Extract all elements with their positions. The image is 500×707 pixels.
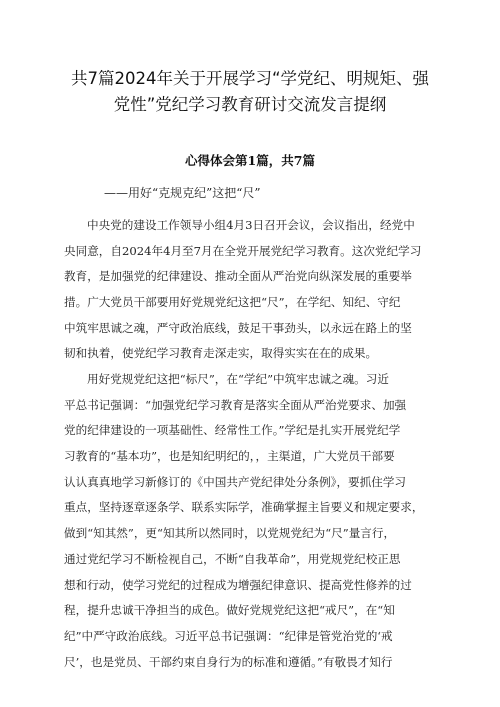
text-line: 重点，坚持逐章逐条学、联系实际学，准确掌握主旨要义和规定要求，: [64, 500, 424, 515]
text-line: 习教育的“基本功”，也是知纪明纪的，，主渠道，广大党员干部要: [64, 449, 395, 464]
text-line: 尺’，也是党员、干部约束自身行为的标准和遵循。”有敬畏才知行: [64, 654, 393, 669]
text-line: 想和行动，使学习党纪的过程成为增强纪律意识、提高党性修养的过: [64, 577, 412, 592]
document-title: [40, 66, 460, 118]
text-line: 中央党的建设工作领导小组4月3日召开会议，会议指出，经党中: [87, 218, 415, 232]
article-subtitle: ——用好“克规克纪”这把“尺”: [104, 186, 261, 200]
text-line: 措。广大党员干部要用好党规党纪这把“尺”，在学纪、知纪、守纪: [64, 295, 401, 310]
document-title-line: 共7篇2024年关于开展学习“学党纪、明规矩、强: [70, 69, 430, 88]
text-line: 韧和执着，使党纪学习教育走深走实，取得实实在在的成果。: [64, 346, 378, 361]
text-line: 纪”中严守政治底线。习近平总书记强调：“纪律是管党治党的‘戒: [64, 628, 393, 643]
text-line: 做到“知其然”，更“知其所以然同时，以党规党纪为“尺”量言行，: [64, 526, 396, 541]
section-heading: 心得体会第1篇，共7篇: [185, 153, 315, 168]
text-line: 平总书记强调：“加强党纪学习教育是落实全面从严治党要求、加强: [64, 397, 407, 412]
text-line: 党的纪律建设的一项基础性、经常性工作。”学纪是扎实开展党纪学: [64, 423, 401, 438]
paragraph-2: [64, 367, 436, 675]
document-title-line: 党性”党纪学习教育研讨交流发言提纲: [113, 95, 387, 114]
text-line: 通过党纪学习不断检视自己，不断“自我革命”，用党规党纪校正思: [64, 551, 401, 566]
text-line: 程，提升忠诚干净担当的成色。做好党规党纪这把“戒尺”，在“知: [64, 603, 395, 618]
paragraph-1: [64, 213, 436, 367]
text-line: 中筑牢思诚之魂，严守政治底线，鼓足干事劲头，以永远在路上的坚: [64, 320, 412, 335]
text-line: 用好党规党纪这把“标尺”，在“学纪”中筑牢忠诚之魂。习近: [87, 372, 389, 386]
text-line: 教育，是加强党的纪律建设、推动全面从严治党向纵深发展的重要举: [64, 269, 412, 284]
text-line: 认认真真地学习新修订的《中国共产党纪律处分条例》，要抓住学习: [64, 474, 407, 489]
text-line: 央同意，自2024年4月至7月在全党开展党纪学习教育。这次党纪学习: [64, 243, 422, 258]
